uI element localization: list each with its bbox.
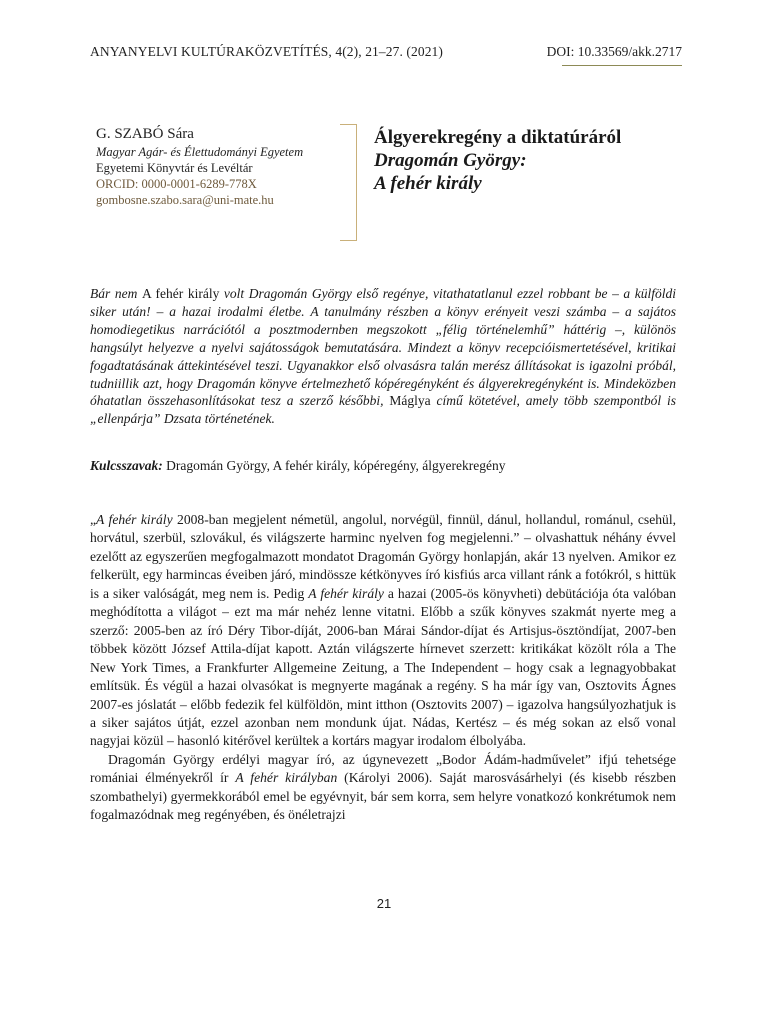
body-text: Dragomán György erdélyi magyar író, az úgynevezett „Bodor Ádám-hadművelet” ifjú tehetsége romániai élményekről ír	[90, 751, 676, 786]
abstract-text: volt Dragomán György első regénye, vitathatatlanul ezzel robbant be – a külföldi siker után! – a hazai irodalmi életbe. A tanulmány részben a könyv erényeit veszi számba – a sajátos homodiegetikus narrációtól a posztmodernben megszokott „félig történelemhű” háttérig –, különös hangsúlyt helyezve a nyelvi sajátosságok bemutatására. Mindezt a könyv recepcióismertetésével, kritikai fogadtatásának áttekintésével teszi. Ugyanakkor első olvasásra talán merész állításokat is igazolni próbál, tudniillik azt, hogy Dragomán könyve értelmezhető kópéregényként és álgyerekregényként is. Mindeközben óhatatlan összehasonlításokat tesz a szerző későbbi,	[90, 286, 676, 409]
journal-citation: ANYANYELVI KULTÚRAKÖZVETÍTÉS, 4(2), 21–27. (2021)	[90, 44, 443, 59]
doi-underline	[562, 65, 682, 66]
abstract-book-title: Máglya	[389, 393, 431, 409]
body-book-title: A fehér királyban	[235, 770, 338, 786]
body-text: (Károlyi 2006). Saját marosvásárhelyi (és kisebb részben szombathelyi) gyermekkorából emel be egyévnyit, bár sem korra, sem helyre vonatkozó konkrétumok nem fogalmazódnak meg regényében, és önéletrajzi	[90, 770, 676, 823]
author-block	[96, 124, 358, 240]
doi-link[interactable]: DOI: 10.33569/akk.2717	[546, 44, 682, 59]
body-text: „	[90, 512, 97, 527]
author-frame-bottom	[340, 240, 357, 241]
author-orcid[interactable]: ORCID: 0000-0001-6289-778X	[96, 177, 257, 191]
body-book-title: A fehér király	[96, 512, 173, 527]
body-paragraph	[90, 511, 676, 751]
abstract-text: című kötetével, amely több szempontból is „ellenpárja” Dzsata történetének.	[90, 393, 676, 427]
author-name: G. SZABÓ Sára	[96, 126, 194, 142]
author-email[interactable]: gombosne.szabo.sara@uni-mate.hu	[96, 193, 274, 207]
body-text: 2008-ban megjelent németül, angolul, norvégül, finnül, dánul, hollandul, románul, csehül, horvátul, szerbül, szlovákul, és világszerte harminc nyelven fog megjelenni.” – olvashattuk néhány évvel ezelőtt az egyszerűen megfogalmazott mondatot Dragomán György honlapján, akár 13 nyelven. Amikor ez felkerült, egy harmincas éveiben járó, mindössze kétkönyves író kisfiús arca villant ránk a fotókról, s hittük is a siker valóságát, meg nem is. Pedig	[90, 512, 676, 601]
abstract	[90, 285, 676, 428]
title-main: Álgyerekregény a diktatúráról	[374, 127, 622, 148]
keywords	[90, 457, 676, 475]
author-frame-top	[340, 124, 357, 125]
author-affiliation-department: Egyetemi Könyvtár és Levéltár	[96, 161, 253, 175]
abstract-book-title: A fehér király	[141, 286, 220, 301]
body-paragraph	[90, 751, 676, 825]
title-subtitle-line2: A fehér király	[374, 173, 482, 194]
body-text: a hazai (2005-ös könyvheti) debütációja óta valóban meghódította a világot – ezt ma már nehéz lenne vitatni. Előbb a szűk könyves szakmát nyerte meg a szerző: 2005-ben az író Déry Tibor-díját, 2006-ban Márai Sándor-díjat és Artisjus-ösztöndíjat, 2007-ben többek között József Attila-díjat kapott. Aztán világszerte hírnevet szerzett: kritikákat közölt róla a The New York Times, a Frankfurter Allgemeine Zeitung, a The Independent – hogy csak a legnagyobbakat említsük. És végül a hazai olvasókat is megnyerte magának a regény. S ha már így van, Osztovits Ágnes 2007-es jóslatát – előbb fedezik fel külföldön, mint itthon (Osztovits 2007) – igazolva hangsúlyozhatjuk is a siker sajátos útját, ezzel azonban nem mondunk újat. Nádas, Kertész – és még sokan az első vonal nagyjai közül – hasonló kitérővel kerültek a kortárs magyar irodalom élbolyába.	[90, 585, 676, 749]
author-affiliation-university: Magyar Agár- és Élettudományi Egyetem	[96, 145, 304, 159]
article-body	[90, 511, 676, 856]
article-title	[374, 126, 684, 195]
keywords-label: Kulcsszavak:	[90, 458, 163, 473]
abstract-text: Bár nem	[90, 286, 142, 301]
keywords-list: Dragomán György, A fehér király, kópéregény, álgyerekregény	[162, 458, 506, 473]
author-frame-divider	[356, 124, 357, 240]
page-number: 21	[376, 896, 392, 911]
title-subtitle-line1: Dragomán György:	[374, 150, 527, 171]
body-book-title: A fehér király	[308, 585, 384, 601]
running-head	[90, 44, 682, 64]
